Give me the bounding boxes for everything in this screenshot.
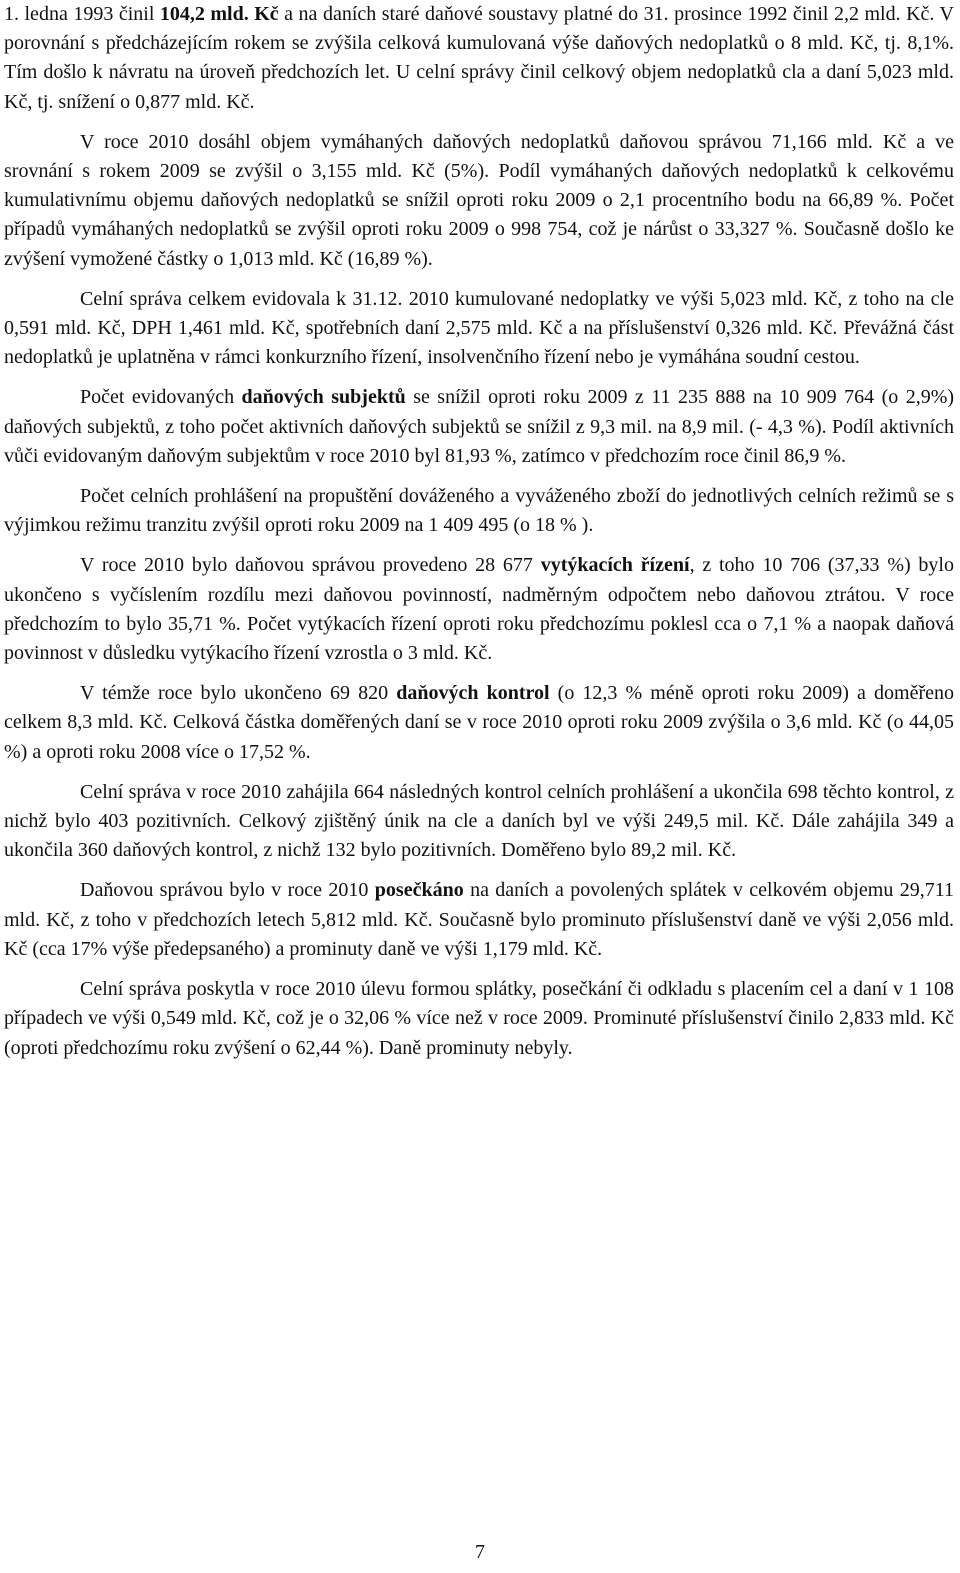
paragraph-tax-arrears-total: 1. ledna 1993 činil 104,2 mld. Kč a na daních staré daňové soustavy platné do 31. prosince 1992 činil 2,2 mld. Kč. V porovnání s předcházejícím rokem se zvýšila celková kumulovaná výše daňových nedoplatků o 8 mld. Kč, tj. 8,1%. Tím došlo k návratu na úroveň předchozích let. U celní správy činil celkový objem nedoplatků cla a daní 5,023 mld. Kč, tj. snížení o 0,877 mld. Kč. xyxy=(4,3,954,113)
bold-term-tax-subjects: daňových subjektů xyxy=(241,386,406,409)
paragraph-customs-relief: Celní správa poskytla v roce 2010 úlevu formou splátky, posečkání či odkladu s placením cel a daní v 1 108 případech ve výši 0,549 mld. Kč, což je o 32,06 % více než v roce 2009. Prominuté příslušenství činilo 2,833 mld. Kč (oproti předchozímu roku zvýšení o 62,44 %). Daně prominuty nebyly. xyxy=(4,978,954,1059)
paragraph-objection-proceedings: V roce 2010 bylo daňovou správou provedeno 28 677 vytýkacích řízení, z toho 10 706 (37,33 %) bylo ukončeno s vyčíslením rozdílu mezi daňovou povinností, nadměrným odpočtem nebo daňovou ztrátou. V roce předchozím to bylo 35,71 %. Počet vytýkacích řízení oproti roku předchozímu poklesl cca o 7,1 % a naopak daňová povinnost v důsledku vytýkacího řízení vzrostla o 3 mld. Kč. xyxy=(4,554,954,665)
paragraph-tax-subjects: Počet evidovaných daňových subjektů se snížil oproti roku 2009 z 11 235 888 na 10 909 764 (o 2,9%) daňových subjektů, z toho počet aktivních daňových subjektů se snížil z 9,3 mil. na 8,9 mil. (- 4,3 %). Podíl aktivních vůči evidovaným daňovým subjektům v roce 2010 byl 81,93 %, zatímco v předchozím roce činil 86,9 %. xyxy=(4,386,955,467)
paragraph-deferrals: Daňovou správou bylo v roce 2010 posečkáno na daních a povolených splátek v celkovém objemu 29,711 mld. Kč, z toho v předchozích letech 5,812 mld. Kč. Současně bylo prominuto příslušenství daně ve výši 2,056 mld. Kč (cca 17% výše předepsaného) a prominuty daně ve výši 1,179 mld. Kč. xyxy=(4,879,954,960)
paragraph-tax-audits: V témže roce bylo ukončeno 69 820 daňových kontrol (o 12,3 % méně oproti roku 2009) a doměřeno celkem 8,3 mld. Kč. Celková částka doměřených daní se v roce 2010 oproti roku 2009 zvýšila o 3,6 mld. Kč (o 44,05 %) a oproti roku 2008 více o 17,52 %. xyxy=(4,682,954,763)
paragraph-customs-audits: Celní správa v roce 2010 zahájila 664 následných kontrol celních prohlášení a ukončila 698 těchto kontrol, z nichž bylo 403 pozitivních. Celkový zjištěný únik na cle a daních byl ve výši 249,5 mil. Kč. Dále zahájila 349 a ukončila 360 daňových kontrol, z nichž 132 bylo pozitivních. Doměřeno bylo 89,2 mil. Kč. xyxy=(4,780,954,862)
bold-term-objection-proceedings: vytýkacích řízení xyxy=(540,554,690,577)
bold-term-tax-audits: daňových kontrol xyxy=(396,682,550,705)
bold-amount: 104,2 mld. Kč xyxy=(159,3,279,25)
paragraph-customs-arrears: Celní správa celkem evidovala k 31.12. 2010 kumulované nedoplatky ve výši 5,023 mld. Kč, z toho na cle 0,591 mld. Kč, DPH 1,461 mld. Kč, spotřebních daní 2,575 mld. Kč a na příslušenství 0,326 mld. Kč. Převážná část nedoplatků je uplatněna v rámci konkurzního řízení, insolvenčního řízení nebo je vymáhána soudní cestou. xyxy=(4,287,954,369)
paragraph-enforced-arrears: V roce 2010 dosáhl objem vymáhaných daňových nedoplatků daňovou správou 71,166 mld. Kč a ve srovnání s rokem 2009 se zvýšil o 3,155 mld. Kč (5%). Podíl vymáhaných daňových nedoplatků k celkovému kumulativnímu objemu daňových nedoplatků se snížil oproti roku 2009 o 2,1 procentního bodu na 66,89 %. Počet případů vymáhaných nedoplatků se zvýšil oproti roku 2009 o 998 754, což je nárůst o 33,327 %. Současně došlo ke zvýšení vymožené částky o 1,013 mld. Kč (16,89 %). xyxy=(4,130,954,270)
document-page xyxy=(4,0,954,1063)
bold-term-deferred: posečkáno xyxy=(374,879,464,902)
paragraph-customs-declarations: Počet celních prohlášení na propuštění dováženého a vyváženého zboží do jednotlivých celních režimů se s výjimkou režimu tranzitu zvýšil oproti roku 2009 na 1 409 495 (o 18 % ). xyxy=(4,485,954,537)
page-number: 7 xyxy=(475,1541,485,1563)
